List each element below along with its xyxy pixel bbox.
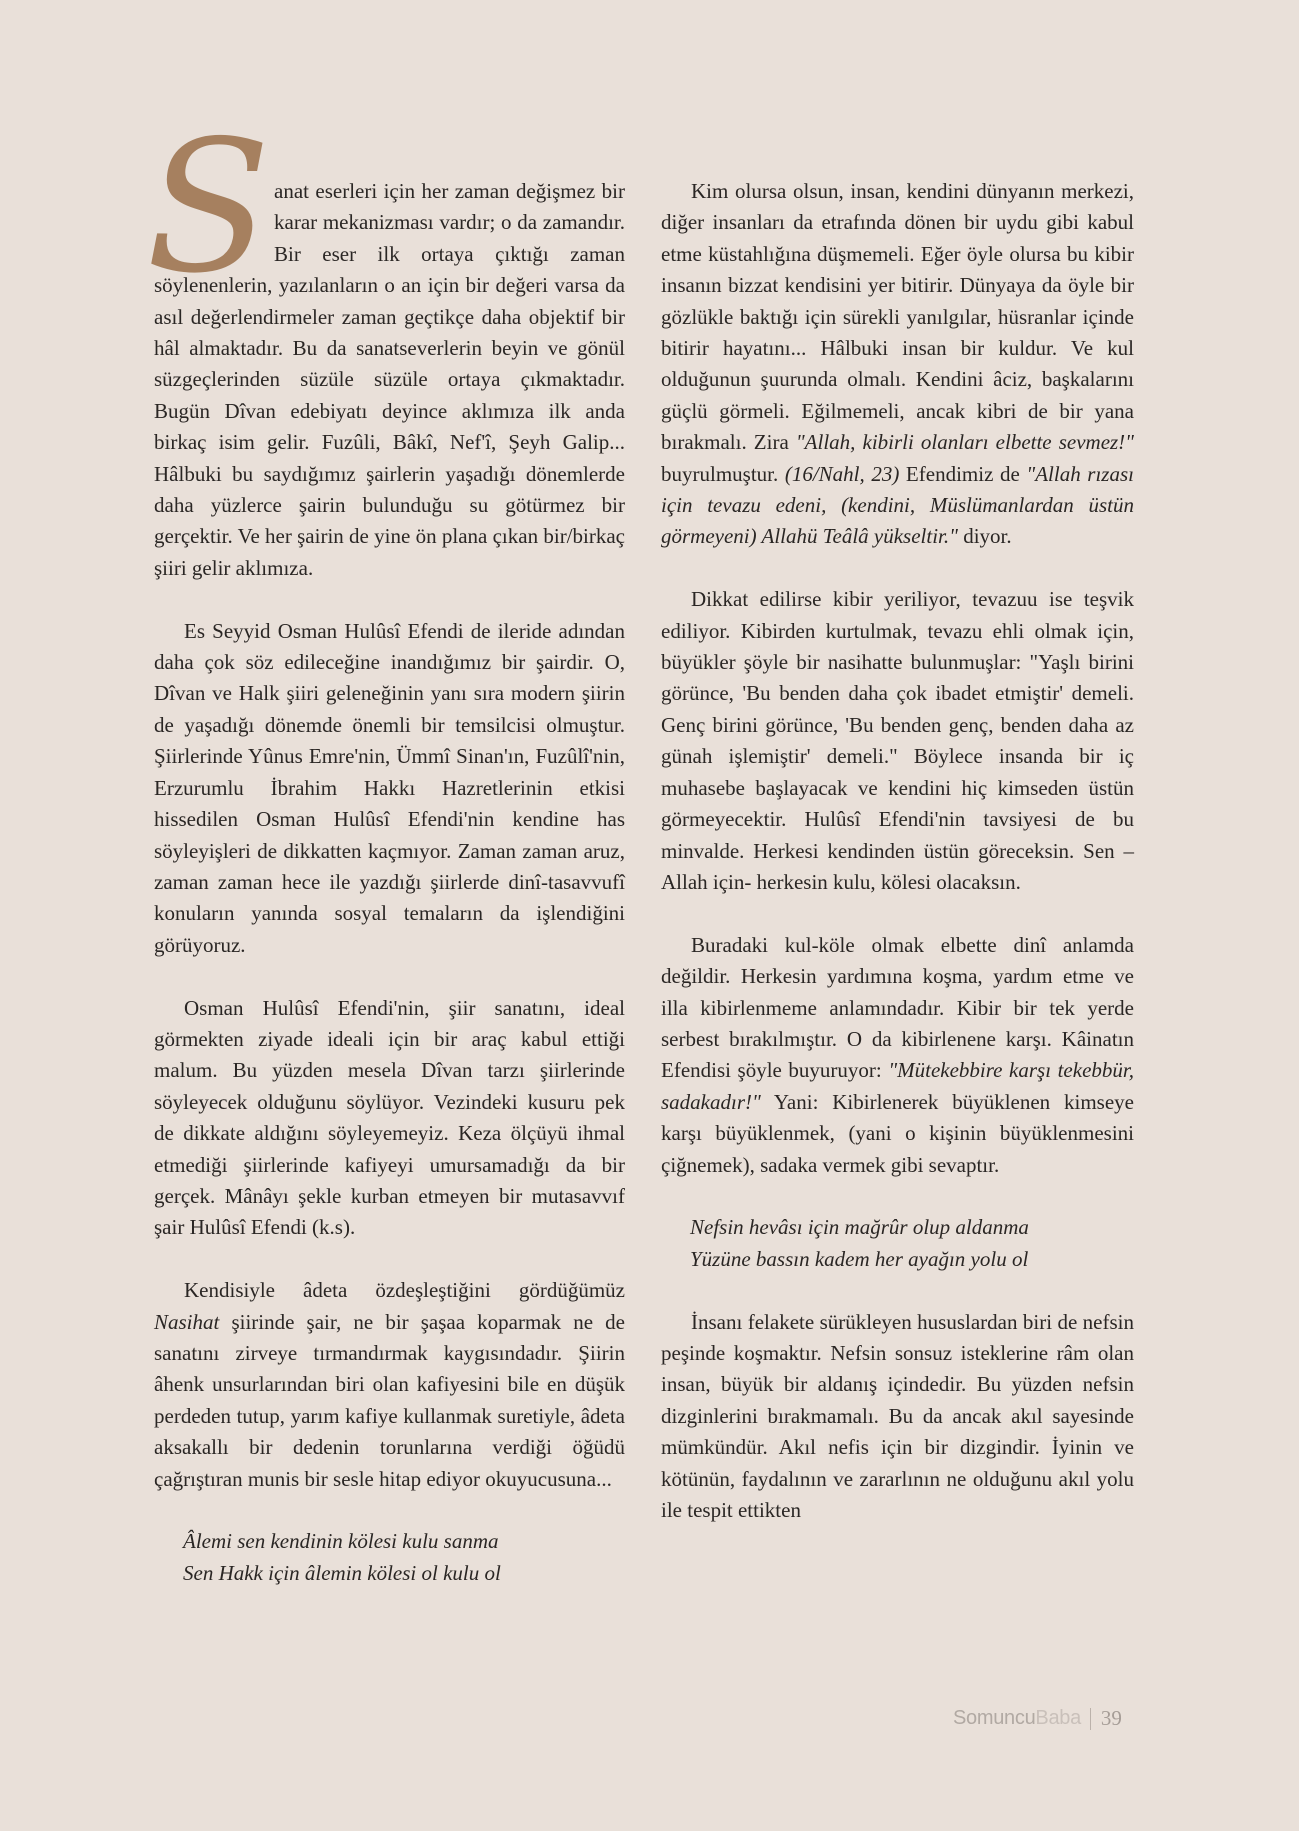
paragraph-poetic-art: Osman Hulûsî Efendi'nin, şiir sanatını, ideal görmekten ziyade ideali için bir araç kabul ettiği malum. Bu yüzden mesela Dîvan tarzı şiirlerinde söyleyecek olduğunu söylüyor. Vezindeki kusuru pek de dikkate aldığını söyleyemeyiz. Keza ölçüyü ihmal etmediği şiirlerinde kafiyeyi umursamadığı da bir gerçek. Mânâyı şekle kurban etmeyen bir mutasavvıf şair Hulûsî Efendi (k.s). xyxy=(154,995,625,1240)
quote-reference: (16/Nahl, 23) xyxy=(784,461,900,486)
paragraph-kul-kole: Buradaki kul-köle olmak elbette dinî anlamda değildir. Herkesin yardımına koşma, yardım etme ve illa kibirlenmeme anlamındadır. Kibir bir tek yerde serbest bırakılmıştır. O da kibirlenene karşı. Kâinatın Efendisi şöyle buyuruyor: "Mütekebbire karşı tekebbür, sadakadır!" Yani: Kibirlenerek büyüklenen kimseye karşı büyüklenmek, (yani o kişinin büyüklenmesini çiğnemek), sadaka vermek gibi sevaptır. xyxy=(661,932,1134,1177)
poem-title-nasihat: Nasihat xyxy=(154,1309,220,1334)
drop-cap: S xyxy=(146,101,271,313)
page-footer xyxy=(953,1706,1122,1731)
paragraph-tevazu: Dikkat edilirse kibir yeriliyor, tevazuu ise teşvik ediliyor. Kibirden kurtulmak, tevazu ehli olmak için, büyükler şöyle bir nasihatte bulunmuşlar: "Yaşlı birini görünce, 'Bu benden daha çok ibadet etmiştir' demeli. Genç birini görünce, 'Bu benden genç, benden daha az günah işlemiştir' demeli." Böylece insanda bir iç muhasebe başlayacak ve kendini hiç kimseden üstün görmeyecektir. Hulûsî Efendi'nin tavsiyesi de bu minvalde. Herkesi kendinden üstün göreceksin. Sen –Allah için- herkesin kulu, kölesi olacaksın. xyxy=(661,587,1134,894)
intro-text: anat eserleri için her zaman değişmez bir karar mekanizması vardır; o da zamandır. Bir eser ilk ortaya çıktığı zaman söylenenlerin, yazılanların o an için bir değeri varsa da asıl değerlendirmeler zaman geçtikçe daha objektif bir hâl almaktadır. Bu da sanatseverlerin beyin ve gönül süzgeçlerinden süzüle süzüle ortaya çıkmaktadır. Bugün Dîvan edebiyatı deyince aklımıza ilk anda birkaç isim gelir. Fuzûli, Bâkî, Nef'î, Şeyh Galip... Hâlbuki bu saydığımız şairlerin yaşadığı dönemlerde daha yüzlerce şairin bulunduğu su götürmez bir gerçektir. Ve her şairin de yine ön plana çıkan bir/birkaç şiiri gelir aklımıza. xyxy=(154,179,625,580)
quote-hadith: "Allah rızası için tevazu edeni, (kendini, Müslümanlardan üstün görmeyeni) Allahü Teâlâ yükseltir." xyxy=(661,461,1134,549)
paragraph-nasihat: Kendisiyle âdeta özdeşleştiğini gördüğümüz Nasihat şiirinde şair, ne bir şaşaa koparmak ne de sanatını zirveye tırmandırmak kaygısındadır. Şiirin âhenk unsurlarından biri olan kafiyesini bile en düşük perdeden tutup, yarım kafiye kullanmak suretiyle, âdeta aksakallı bir dedenin torunlarına verdiği öğüdü çağrıştıran munis bir sesle hitap ediyor okuyucusuna... xyxy=(154,1278,625,1491)
verse-couplet-1 xyxy=(154,1526,625,1589)
page-number: 39 xyxy=(1100,1706,1122,1730)
verse-line: Sen Hakk için âlemin kölesi ol kulu ol xyxy=(183,1560,501,1585)
intro-paragraph xyxy=(146,101,625,584)
paragraph-osman-hulusi: Es Seyyid Osman Hulûsî Efendi de ileride adından daha çok söz edileceğine inandığımız bir şairdir. O, Dîvan ve Halk şiiri geleneğinin yanı sıra modern şiirin de yaşadığı dönemde önemli bir temsilcisi olmuştur. Şiirlerinde Yûnus Emre'nin, Ümmî Sinan'ın, Fuzûlî'nin, Erzurumlu İbrahim Hakkı Hazretlerinin etkisi hissedilen Osman Hulûsî Efendi'nin kendine has söyleyişleri de dikkatten kaçmıyor. Zaman zaman aruz, zaman zaman hece ile yazdığı şiirlerde dinî-tasavvufî konuların yanında sosyal temaların da işlendiğini görüyoruz. xyxy=(154,618,625,957)
right-column xyxy=(661,176,1134,1558)
quote-hadith-2: "Mütekebbire karşı tekebbür, sadakadır!" xyxy=(661,1058,1134,1114)
left-column xyxy=(146,101,625,1621)
verse-line: Nefsin hevâsı için mağrûr olup aldanma xyxy=(690,1215,1029,1240)
paragraph-nefis: İnsanı felakete sürükleyen hususlardan biri de nefsin peşinde koşmaktır. Nefsin sonsuz isteklerine râm olan insan, büyük bir aldanış içindedir. Bu yüzden nefsin dizginlerini bırakmamalı. Bu da ancak akıl sayesinde mümkündür. Akıl nefis için bir dizgindir. İyinin ve kötünün, faydalının ve zararlının ne olduğunu akıl yolu ile tespit ettikten xyxy=(661,1309,1134,1522)
verse-line: Yüzüne bassın kadem her ayağın yolu ol xyxy=(690,1246,1029,1271)
paragraph-kibir: Kim olursa olsun, insan, kendini dünyanın merkezi, diğer insanları da etrafında dönen bir uydu gibi kabul etme küstahlığına düşmemeli. Eğer öyle olursa bu kibir insanın bizzat kendisini yer bitirir. Dünyaya da öyle bir gözlükle baktığı için sürekli yanılgılar, hüsranlar içinde bitirir hayatını... Hâlbuki insan bir kuldur. Ve kul olduğunun şuurunda olmalı. Kendini âciz, başkalarını güçlü görmeli. Eğilmemeli, ancak kibri de bir yana bırakmalı. Zira "Allah, kibirli olanları elbette sevmez!" buyrulmuştur. (16/Nahl, 23) Efendimiz de "Allah rızası için tevazu edeni, (kendini, Müslümanlardan üstün görmeyeni) Allahü Teâlâ yükseltir." diyor. xyxy=(661,179,1134,549)
footer-divider xyxy=(1090,1708,1091,1730)
verse-couplet-2 xyxy=(661,1212,1134,1275)
verse-line: Âlemi sen kendinin kölesi kulu sanma xyxy=(183,1529,499,1554)
quote-verse: "Allah, kibirli olanları elbette sevmez!" xyxy=(795,430,1134,455)
magazine-logo-part1: Somuncu xyxy=(953,1707,1036,1729)
magazine-logo-part2: Baba xyxy=(1035,1707,1081,1729)
